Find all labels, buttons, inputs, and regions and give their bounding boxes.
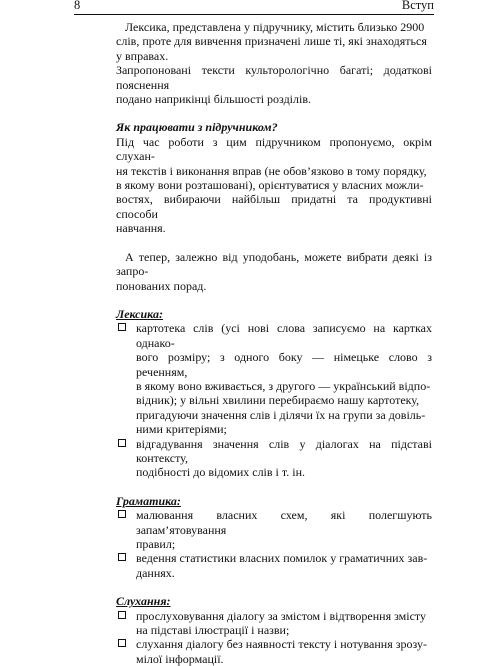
checkbox-icon: [118, 639, 126, 647]
paragraph-choose: А тепер, залежно від уподобань, можете вибрати деякі із запро- понованих порад.: [116, 249, 432, 293]
checkbox-icon: [118, 439, 126, 447]
paragraph-how-to: Під час роботи з цим підручником пропонуємо, окрім слухан- ня текстів і виконання вправ (не обов’язково в тому порядку, в якому вони розташовані), орієнтуватися у власних можли- востях, вибираючи найбільш придатні та продуктивні способи навчання.: [116, 134, 432, 236]
gramatyka-heading: Граматика:: [116, 493, 181, 508]
lexika-item-cards: картотека слів (усі нові слова записуємо на картках однако- вого розміру; з одного боку — німецьке слово з реченням, в якому воно вживається, з другого — український відпо- відник); у вільні хвилини перебираємо нашу картотеку, пригадуючи значення слів і ділячи їх на групи за довіль- ними критеріями;: [116, 321, 432, 436]
checkbox-icon: [118, 611, 126, 619]
paragraph-texts: Запропоновані тексти культорологічно багаті; додаткові пояснення подано наприкінці більшості розділів.: [116, 63, 432, 107]
slukhannia-item-notes: слухання діалогу без наявності тексту і нотування зрозу- мілої інформації.: [116, 637, 432, 666]
page-number: 8: [74, 0, 81, 12]
gramatyka-item-statistics: ведення статистики власних помилок у граматичних зав- даннях.: [116, 551, 432, 580]
section-title: Вступ: [401, 0, 434, 12]
slukhannia-heading: Слухання:: [116, 594, 171, 609]
paragraph-vocabulary: Лексика, представлена у підручнику, містить близько 2900 слів, проте для вивчення призначені лише ті, які знаходяться у вправах.: [116, 20, 427, 63]
lexika-heading: Лексика:: [116, 306, 163, 321]
checkbox-icon: [118, 323, 126, 331]
lexika-item-context: відгадування значення слів у діалогах на підставі контексту, подібності до відомих слів і т. ін.: [116, 437, 432, 480]
how-to-heading: Як працювати з підручником?: [116, 120, 278, 135]
running-header: [74, 0, 434, 15]
checkbox-icon: [118, 510, 126, 518]
checkbox-icon: [118, 553, 126, 561]
gramatyka-item-schemes: малювання власних схем, які полегшують запам’ятовування правил;: [116, 508, 432, 551]
slukhannia-item-content: прослуховування діалогу за змістом і відтворення змісту на підставі ілюстрації і назви;: [116, 609, 432, 638]
page-body: [116, 20, 432, 666]
